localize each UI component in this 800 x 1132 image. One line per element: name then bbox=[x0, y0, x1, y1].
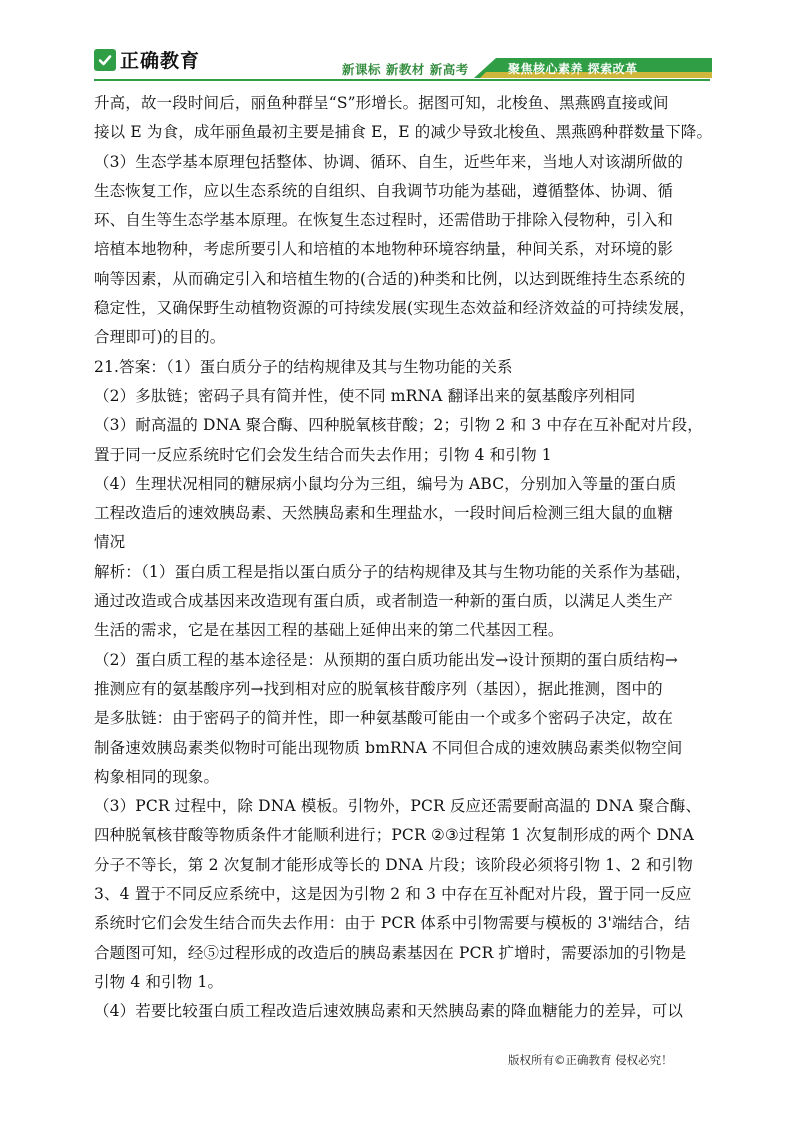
text-line: 引物 4 和引物 1。 bbox=[94, 972, 224, 991]
text-line: 分子不等长，第 2 次复制才能形成等长的 DNA 片段；该阶段必须将引物 1、2 和引物 bbox=[94, 855, 693, 874]
text-line: 制备速效胰岛素类似物时可能出现物质 bmRNA 不同但合成的速效胰岛素类似物空间 bbox=[94, 738, 683, 757]
text-line: 置于同一反应系统时它们会发生结合而失去作用；引物 4 和引物 1 bbox=[94, 445, 552, 464]
check-icon bbox=[94, 49, 116, 71]
text-line: 通过改造或合成基因来改造现有蛋白质，或者制造一种新的蛋白质，以满足人类生产 bbox=[94, 592, 674, 611]
text-line: 构象相同的现象。 bbox=[94, 767, 220, 786]
text-line: 生态恢复工作，应以生态系统的自组织、自我调节功能为基础，遵循整体、协调、循 bbox=[94, 181, 674, 200]
text-line: 升高，故一段时间后，丽鱼种群呈“S”形增长。据图可知，北梭鱼、黑燕鸥直接或间 bbox=[94, 94, 669, 112]
copyright-footer: 版权所有©正确教育 侵权必究！ bbox=[508, 1053, 673, 1067]
text-line: 稳定性，又确保野生动植物资源的可持续发展(实现生态效益和经济效益的可持续发展， bbox=[94, 299, 695, 318]
text-line: 推测应有的氨基酸序列→找到相对应的脱氧核苷酸序列（基因），据此推测，图中的 bbox=[94, 679, 663, 698]
text-line: 生活的需求，它是在基因工程的基础上延伸出来的第二代基因工程。 bbox=[94, 621, 564, 640]
logo bbox=[94, 46, 200, 73]
text-line: 接以 E 为食，成年丽鱼最初主要是捕食 E，E 的减少导致北梭鱼、黑燕鸥种群数量下降。 bbox=[94, 123, 713, 142]
text-line: 合题图可知，经⑤过程形成的改造后的胰岛素基因在 PCR 扩增时，需要添加的引物是 bbox=[94, 943, 687, 962]
text-line: 环、自生等生态学基本原理。在恢复生态过程时，还需借助于排除入侵物种，引入和 bbox=[94, 211, 674, 230]
text-line: （2）多肽链；密码子具有简并性，使不同 mRNA 翻译出来的氨基酸序列相同 bbox=[94, 386, 636, 405]
text-line: 21.答案：（1）蛋白质分子的结构规律及其与生物功能的关系 bbox=[94, 357, 513, 376]
text-line: 解析：（1）蛋白质工程是指以蛋白质分子的结构规律及其与生物功能的关系作为基础， bbox=[94, 562, 691, 581]
text-line: 情况 bbox=[94, 533, 126, 552]
text-line: （4）若要比较蛋白质工程改造后速效胰岛素和天然胰岛素的降血糖能力的差异，可以 bbox=[94, 1002, 684, 1021]
document-body bbox=[94, 89, 714, 1027]
text-line: 培植本地物种，考虑所要引人和培植的本地物种环境容纳量，种间关系，对环境的影 bbox=[94, 240, 674, 259]
page-header bbox=[0, 0, 800, 86]
text-line: 3、4 置于不同反应系统中，这是因为引物 2 和 3 中存在互补配对片段，置于同一反应 bbox=[94, 885, 692, 904]
text-line: 合理即可)的目的。 bbox=[94, 328, 226, 347]
logo-text: 正确教育 bbox=[120, 50, 201, 72]
text-line: 是多肽链：由于密码子的简并性，即一种氨基酸可能由一个或多个密码子决定，故在 bbox=[94, 709, 674, 728]
text-line: （2）蛋白质工程的基本途径是：从预期的蛋白质功能出发→设计预期的蛋白质结构→ bbox=[94, 650, 679, 669]
text-line: （4）生理状况相同的糖尿病小鼠均分为三组，编号为 ABC，分别加入等量的蛋白质 bbox=[94, 474, 677, 493]
text-line: 四种脱氧核苷酸等物质条件才能顺利进行；PCR ②③过程第 1 次复制形成的两个 DNA bbox=[94, 826, 694, 845]
header-slogan-right: 聚焦核心素养 探索改革 bbox=[508, 62, 638, 76]
text-line: 工程改造后的速效胰岛素、天然胰岛素和生理盐水，一段时间后检测三组大鼠的血糖 bbox=[94, 504, 674, 523]
text-line: 系统时它们会发生结合而失去作用：由于 PCR 体系中引物需要与模板的 3'端结合，结 bbox=[94, 914, 691, 933]
text-line: （3）耐高温的 DNA 聚合酶、四种脱氧核苷酸；2；引物 2 和 3 中存在互补配对片段， bbox=[94, 416, 703, 435]
header-slogan-left: 新课标 新教材 新高考 bbox=[342, 62, 469, 77]
text-line: （3）生态学基本原理包括整体、协调、循环、自生，近些年来，当地人对该湖所做的 bbox=[94, 152, 684, 171]
text-line: （3）PCR 过程中，除 DNA 模板。引物外，PCR 反应还需要耐高温的 DNA 聚合酶、 bbox=[94, 797, 702, 816]
text-line: 响等因素，从而确定引入和培植生物的(合适的)种类和比例，以达到既维持生态系统的 bbox=[94, 269, 686, 288]
header-divider bbox=[94, 79, 710, 81]
